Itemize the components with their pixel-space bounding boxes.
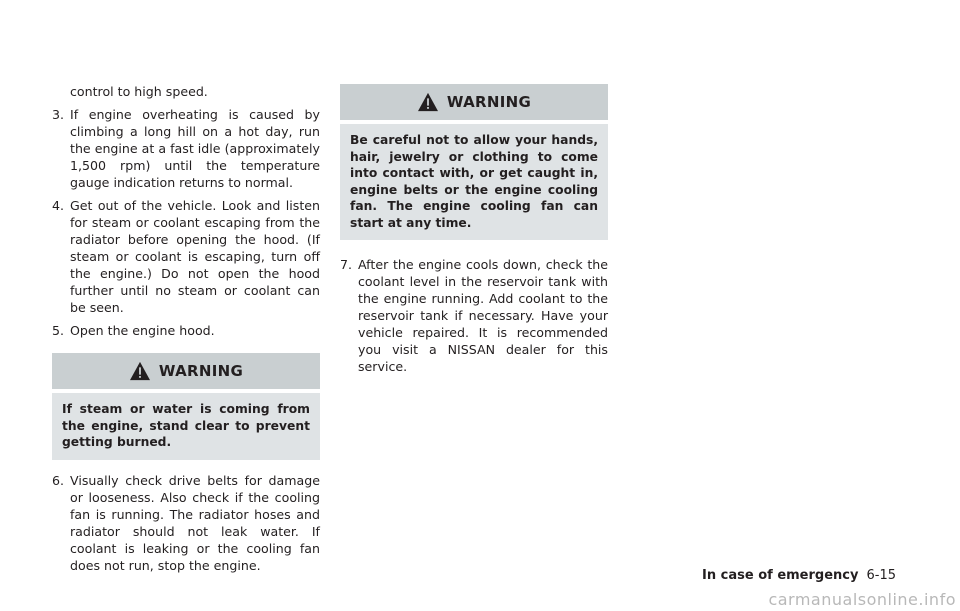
warning-triangle-icon (417, 92, 439, 112)
warning-body: Be careful not to allow your hands, hair, jewelry or clothing to come into contact with, or get caught in, engine belts or the engine cooling fan. The engine cooling fan can start at any time. (340, 124, 608, 240)
list-item (52, 197, 320, 316)
section-title: In case of emergency (702, 568, 859, 583)
step-number: 4. (52, 198, 65, 213)
step-number: 6. (52, 472, 65, 488)
step-number: 5. (52, 323, 65, 338)
steps-group-a (52, 106, 320, 339)
step-number: 3. (52, 107, 65, 122)
step-text: Get out of the vehicle. Look and listen for steam or coolant escaping from the radiator before opening the hood. (If steam or coolant is escaping, turn off the engine.) Do not open the hood further until no steam or coolant can be seen. (70, 198, 320, 315)
list-item (52, 472, 320, 574)
list-item (340, 256, 608, 375)
steps-group-b (52, 472, 320, 574)
warning-body: If steam or water is coming from the engine, stand clear to prevent getting burned. (52, 393, 320, 460)
step-text: Open the engine hood. (70, 323, 215, 338)
left-column (52, 0, 320, 580)
step-text: If engine overheating is caused by climbing a long hill on a hot day, run the engine at a fast idle (approximately 1,500 rpm) until the temperature gauge indication returns to normal. (70, 107, 320, 190)
step-text: Visually check drive belts for damage or looseness. Also check if the cooling fan is running. The radiator hoses and radiator should not leak water. If coolant is leaking or the cooling fan does not run, stop the engine. (70, 472, 320, 573)
continued-text: control to high speed. (70, 84, 208, 99)
page-number: 6-15 (866, 568, 896, 583)
watermark: carmanualsonline.info (768, 590, 956, 609)
step-number: 7. (340, 257, 353, 272)
list-item (52, 106, 320, 191)
step-text: After the engine cools down, check the coolant level in the reservoir tank with the engine running. Add coolant to the reservoir tank if necessary. Have your vehicle repaired. It is recommended you visit a NISSAN dealer for this service. (358, 257, 608, 374)
right-column (340, 0, 608, 381)
warning-title: WARNING (158, 361, 244, 380)
steps-group (340, 256, 608, 375)
warning-triangle-icon (129, 361, 151, 381)
warning-header (52, 353, 320, 389)
page-footer (702, 568, 896, 583)
warning-header (340, 84, 608, 120)
warning-title: WARNING (446, 92, 532, 111)
list-item (52, 322, 320, 339)
